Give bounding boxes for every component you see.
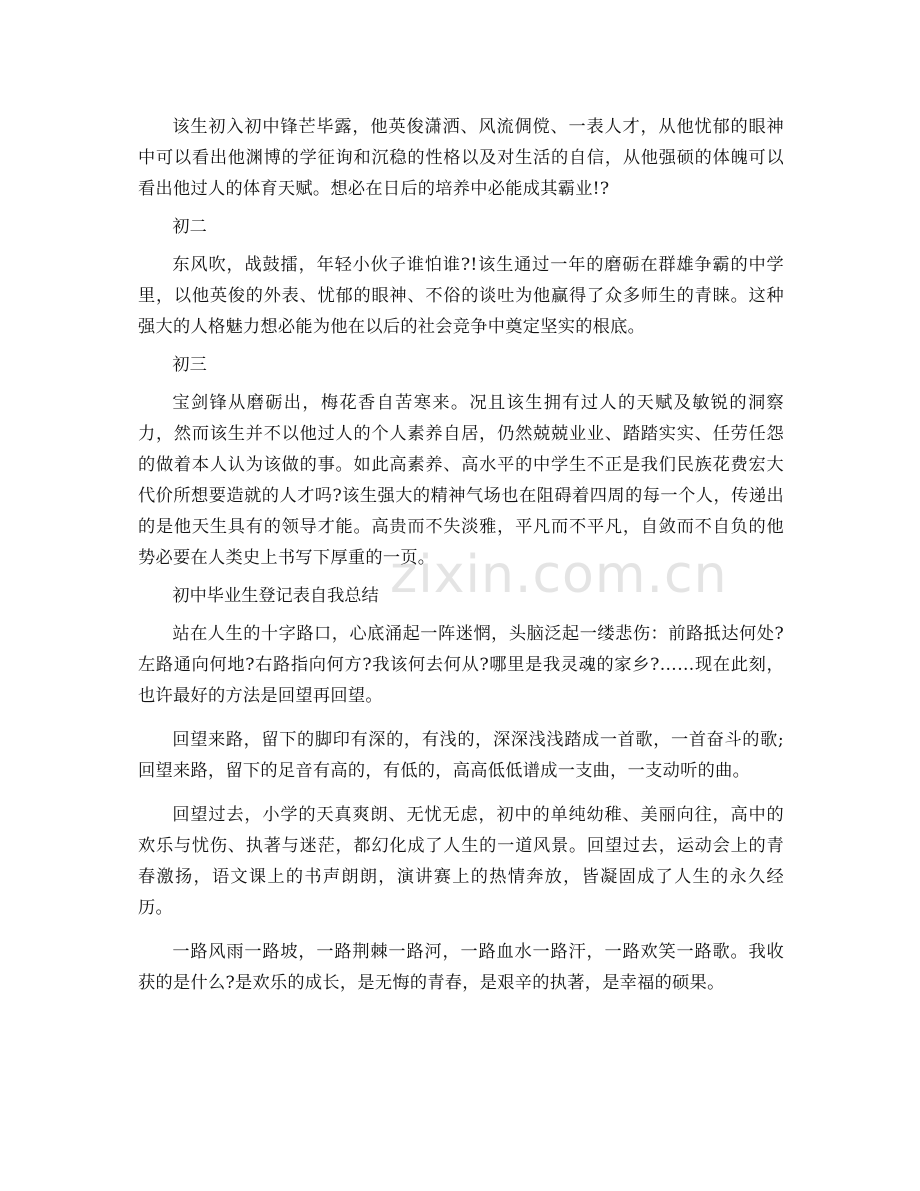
paragraph-crossroads: 站在人生的十字路口，心底涌起一阵迷惘，头脑泛起一缕悲伤：前路抵达何处?左路通向何地?右路指向何方?我该何去何从?哪里是我灵魂的家乡?……现在此刻，也许最好的方法是回望再回望。 <box>138 624 784 706</box>
paragraph-look-back-road: 回望来路，留下的脚印有深的，有浅的，深深浅浅踏成一首歌，一首奋斗的歌;回望来路，留下的足音有高的，有低的，高高低低谱成一支曲，一支动听的曲。 <box>138 730 784 781</box>
paragraph-grade-three: 宝剑锋从磨砺出，梅花香自苦寒来。况且该生拥有过人的天赋及敏锐的洞察力，然而该生并不以他过人的个人素养自居，仍然兢兢业业、踏踏实实、任劳任怨的做着本人认为该做的事。如此高素养、高水平的中学生不正是我们民族花费宏大代价所想要造就的人才吗?该生强大的精神气场也在阻碍着四周的每一个人，传递出的是他天生具有的领导才能。高贵而不失淡雅，平凡而不平凡，自敛而不自负的他势必要在人类史上书写下厚重的一页。 <box>138 393 784 568</box>
heading-self-summary: 初中毕业生登记表自我总结 <box>172 586 379 606</box>
paragraph-look-back-past: 回望过去，小学的天真爽朗、无忧无虑，初中的单纯幼稚、美丽向往，高中的欢乐与忧伤、执著与迷茫，都幻化成了人生的一道风景。回望过去，运动会上的青春激扬，语文课上的书声朗朗，演讲赛上的热情奔放，皆凝固成了人生的永久经历。 <box>138 805 784 918</box>
paragraph-harvest: 一路风雨一路坡，一路荆棘一路河，一路血水一路汗，一路欢笑一路歌。我收获的是什么?是欢乐的成长，是无悔的青春，是艰辛的执著，是幸福的硕果。 <box>138 942 784 993</box>
heading-grade-two: 初二 <box>172 217 207 237</box>
watermark-text: zixin.com.cn <box>390 545 728 605</box>
heading-grade-three: 初三 <box>172 355 207 375</box>
paragraph-grade-two: 东风吹，战鼓擂，年轻小伙子谁怕谁?!该生通过一年的磨砺在群雄争霸的中学里，以他英俊的外表、忧郁的眼神、不俗的谈吐为他赢得了众多师生的青睐。这种强大的人格魅力想必能为他在以后的社会竞争中奠定坚实的根底。 <box>138 255 784 337</box>
paragraph-intro: 该生初入初中锋芒毕露，他英俊潇洒、风流倜傥、一表人才，从他忧郁的眼神中可以看出他渊博的学征询和沉稳的性格以及对生活的自信，从他强硕的体魄可以看出他过人的体育天赋。想必在日后的培养中必能成其霸业!? <box>138 117 784 199</box>
document-body <box>138 112 784 999</box>
